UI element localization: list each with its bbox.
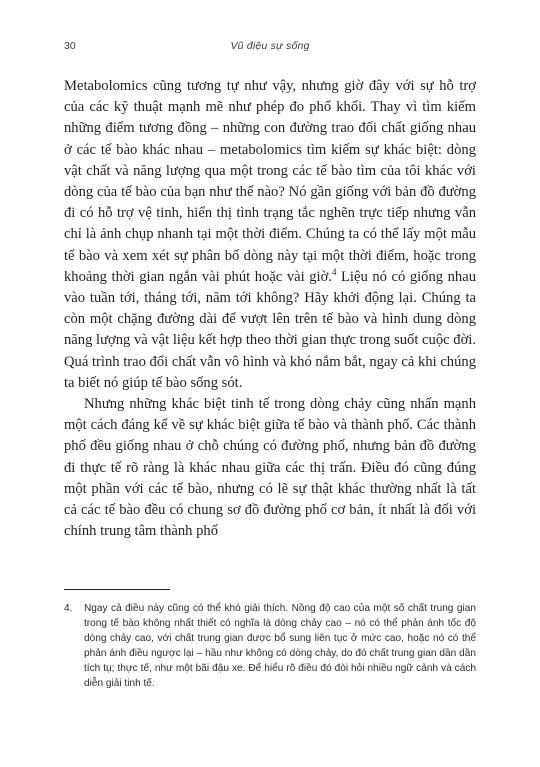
main-text: [64, 76, 476, 542]
running-title: Vũ điệu sự sống: [230, 40, 310, 52]
paragraph-1: [64, 76, 476, 394]
page-number: 30: [64, 40, 76, 52]
paragraph-2: Nhưng những khác biệt tinh tế trong dòng chảy cũng nhấn mạnh một cách đáng kể về sự khác biệt giữa tế bào và thành phố. Các thành phố đều giống nhau ở chỗ chúng có đường phố, nhưng bản đồ đường đi thực tế rõ ràng là khác nhau giữa các thị trấn. Điều đó cũng đúng một phần với các tế bào, nhưng có lẽ sự thật khác thường nhất là tất cả các tế bào đều có chung sơ đồ đường phố cơ bản, ít nhất là đối với chính trung tâm thành phố: [64, 396, 476, 540]
paragraph-1-part-a: Metabolomics cũng tương tự như vậy, nhưng giờ đây với sự hỗ trợ của các kỹ thuật mạnh mẽ như phép đo phổ khối. Thay vì tìm kiếm những điểm tương đồng – những con đường trao đổi chất giống nhau ở các tế bào khác nhau – metabolomics tìm kiếm sự khác biệt: dòng vật chất và năng lượng qua một trong các tế bào tìm của tôi khác với dòng của tế bào của bạn như thế nào? Nó gần giống với bản đồ đường đi có hỗ trợ vệ tinh, hiển thị tình trạng tắc nghẽn trực tiếp nhưng vẫn chỉ là ảnh chụp nhanh tại một thời điểm. Chúng ta có thể lấy một mẫu tế bào và xem xét sự phân bố dòng này tại một thời điểm, hoặc trong khoảng thời gian ngắn vài phút hoặc vài giờ.: [64, 78, 476, 285]
paragraph-1-part-b: Liệu nó có giống nhau vào tuần tới, tháng tới, năm tới không? Hãy khởi động lại. Chúng ta còn một chặng đường dài để vượt lên trên tế bào và hình dung dòng năng lượng và vật liệu kết hợp theo thời gian thực trong suốt cuộc đời. Quá trình trao đổi chất vẫn vô hình và khó nắm bắt, ngay cả khi chúng ta biết nó giúp tế bào sống sót.: [64, 268, 476, 391]
footnote-divider: [64, 589, 170, 590]
footnote-number: 4.: [64, 603, 73, 614]
footnote-text: Ngay cả điều này cũng có thể khó giải thích. Nồng độ cao của một số chất trung gian trong tế bào không nhất thiết có nghĩa là dòng chảy cao – nó có thể phản ánh tốc độ dòng chảy cao, với chất trung gian được bổ sung liên tục ở mức cao, hoặc nó có thể phản ánh điều ngược lại – hầu như không có dòng chảy, do đó chất trung gian dần dần tích tụ; thực tế, như một bãi đậu xe. Để hiểu rõ điều đó đòi hỏi nhiều ngữ cảnh và cách diễn giải tinh tế.: [84, 603, 476, 689]
footnote-reference[interactable]: 4: [331, 266, 337, 277]
footnote: [64, 601, 476, 691]
page-header: [64, 40, 476, 56]
